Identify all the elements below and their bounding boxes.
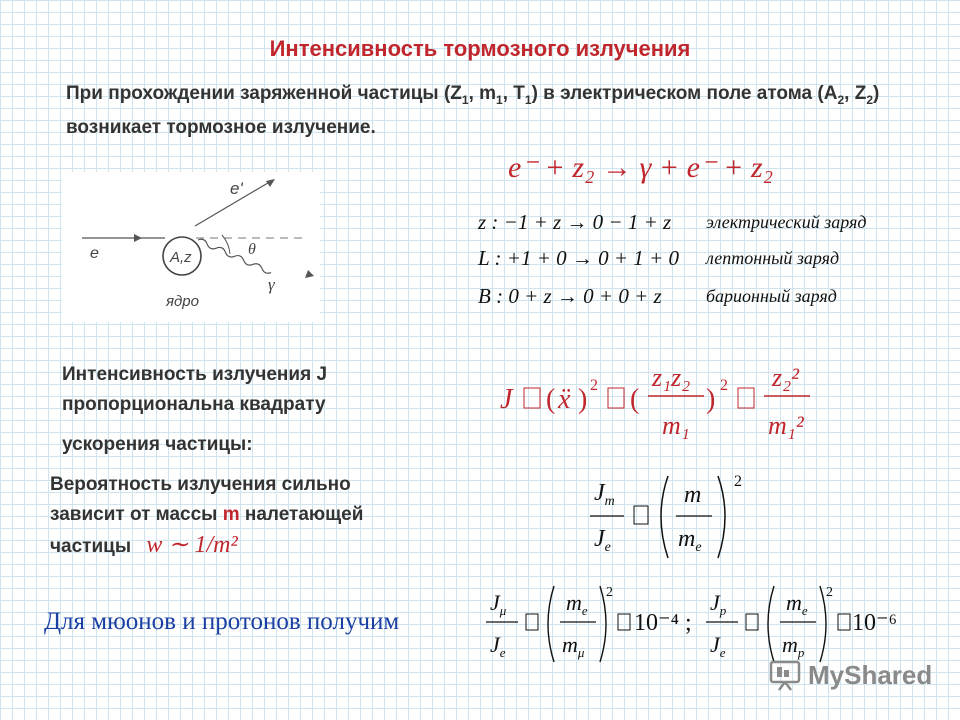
conservation-formula: L : +1 + 0 → 0 + 1 + 0 <box>478 246 679 270</box>
diagram-label-nucleus: A,z <box>170 249 192 266</box>
svg-text:me: $m_e$ <box>566 590 588 618</box>
svg-text:2: 2 <box>734 473 742 490</box>
reaction-equation: e⁻ + z₂ → γ + e⁻ + z₂ <box>508 151 774 184</box>
intensity-line: Интенсивность излучения J <box>62 364 328 385</box>
svg-text:Je: $J_e$ <box>594 526 611 555</box>
diagram-label-gamma: γ <box>268 275 275 294</box>
watermark-text: MyShared <box>808 660 933 690</box>
svg-text:J: J <box>500 384 513 415</box>
svg-text:m₁: m₁ <box>662 411 690 440</box>
intensity-formula <box>496 358 826 448</box>
intensity-line: пропорциональна квадрату <box>62 394 326 415</box>
probability-line: частицы w ∼ 1/m² <box>50 532 238 558</box>
svg-text:m₁²: m₁² <box>768 411 804 440</box>
probability-line: зависит от массы m налетающей <box>50 504 364 525</box>
intensity-line: ускорения частицы: <box>62 434 253 455</box>
svg-text:2: 2 <box>606 585 613 600</box>
svg-text:me: $m_e$ <box>678 526 702 555</box>
svg-text:2: 2 <box>720 377 728 394</box>
svg-text:ẍ: ẍ <box>558 384 571 415</box>
diagram-label-core: ядро <box>166 293 199 310</box>
conservation-note: лептонный заряд <box>706 248 840 268</box>
conservation-note: электрический заряд <box>706 212 867 232</box>
svg-text:z₂²: z₂² <box>772 363 799 392</box>
svg-text:z₁z₂: z₁z₂ <box>652 363 691 392</box>
bremsstrahlung-diagram <box>62 172 320 322</box>
svg-text:m: m <box>684 482 702 508</box>
diagram-label-e-prime: e' <box>230 179 243 198</box>
probability-formula: w ∼ 1/m² <box>146 532 238 558</box>
diagram-label-theta: θ <box>248 241 256 258</box>
conservation-row <box>478 284 948 309</box>
conservation-row <box>478 210 948 235</box>
svg-text:): ) <box>706 384 716 415</box>
svg-text:): ) <box>578 384 588 415</box>
slide-title: Интенсивность тормозного излучения <box>269 36 691 61</box>
intensity-text <box>62 360 422 460</box>
conservation-formula: z : −1 + z → 0 − 1 + z <box>478 210 672 234</box>
svg-text:mp: $m_p$ <box>782 632 805 660</box>
svg-text:Jμ: $J_\mu$ <box>490 590 507 618</box>
svg-text:Je: $J_e$ <box>490 632 506 660</box>
probability-text <box>50 470 470 562</box>
watermark-logo <box>768 656 938 696</box>
svg-text:2: 2 <box>590 377 598 394</box>
diagram-label-e: e <box>90 245 99 262</box>
conservation-note: барионный заряд <box>706 286 837 306</box>
svg-text:mμ: $m_\mu$ <box>562 632 585 660</box>
muon-ratio-value: 10⁻⁴ ; <box>634 610 692 636</box>
presentation-icon <box>768 658 802 692</box>
svg-text:(: ( <box>630 384 640 415</box>
probability-line: Вероятность излучения сильно <box>50 474 351 495</box>
svg-text:2: 2 <box>826 585 833 600</box>
svg-text:Jm: $J_m$ <box>594 480 615 509</box>
svg-text:me: $m_e$ <box>786 590 808 618</box>
mass-ratio-formula <box>584 466 754 566</box>
proton-ratio-value: 10⁻⁶ <box>852 610 898 636</box>
svg-text:(: ( <box>546 384 556 415</box>
conservation-row <box>478 246 948 271</box>
svg-text:Jp: $J_p$ <box>710 590 727 618</box>
intro-text: При прохождении заряженной частицы ($Z_1$, $m_1$, $T_1$) в электрическом поле атома ($A_2$, $Z_2$) возникает тормозное излучение. <box>66 83 880 138</box>
conservation-formula: B : 0 + z → 0 + 0 + z <box>478 284 662 308</box>
muons-text: Для мюонов и протонов получим <box>44 608 400 635</box>
svg-text:Je: $J_e$ <box>710 632 726 660</box>
